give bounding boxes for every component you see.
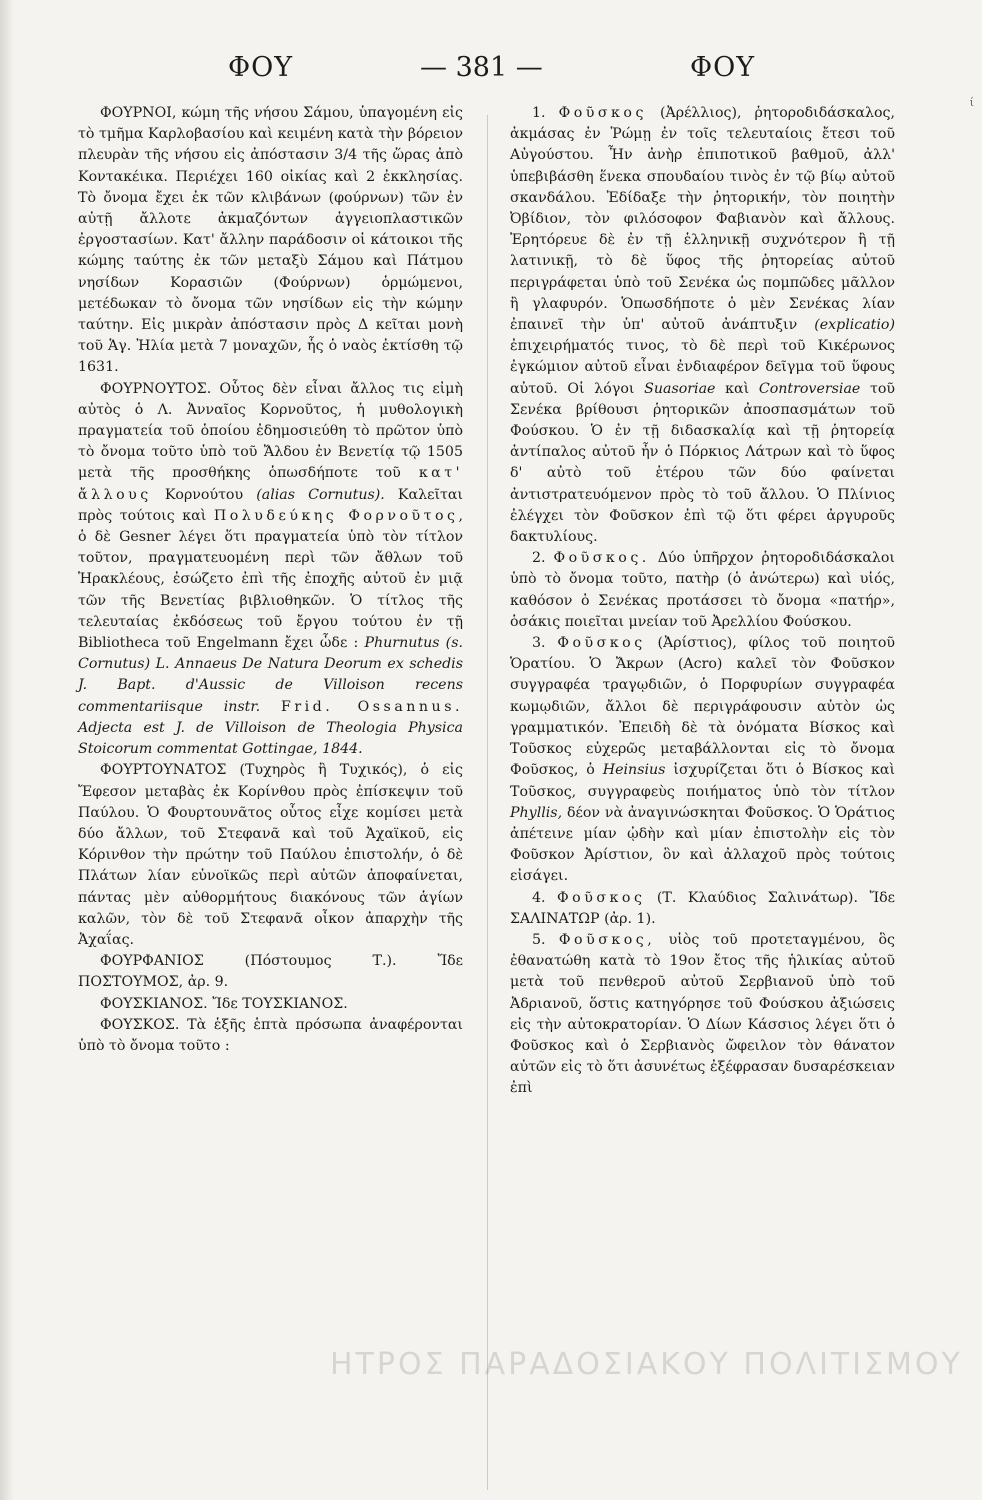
entry-text: δέον νὰ ἀναγινώσκηται Φοῦσκος. Ὁ Ὁράτιος ἀπέτεινε μίαν ᾠδὴν καὶ μίαν ἐπιστολὴν εἰς τὸν Φοῦσκον Ἀρίστιον, ὃν καὶ ἀλλαχοῦ πρὸς τούτοις εἰσάγει. xyxy=(510,804,895,885)
left-column xyxy=(78,103,463,1057)
entry-text: υἱὸς τοῦ προτεταγμένου, ὃς ἐθανατώθη κατὰ τὸ 19ον ἔτος τῆς ἡλικίας αὐτοῦ μετὰ τοῦ πενθεροῦ αὐτοῦ Σερβιανοῦ ὑπὸ τοῦ Ἀδριανοῦ, ὅστις κατηγόρησε τοῦ Φούσκου ἀξιώσεις εἰς τὴν αὐτοκρατορίαν. Ὁ Δίων Κάσσιος λέγει ὅτι ὁ Φοῦσκος καὶ ὁ Σερβιανὸς ὤφειλον τὸν θάνατον αὐτῶν εἰς τὸ ὅτι ἀσυνέτως ἐξέφρασαν δυσαρέσκειαν ἐπὶ xyxy=(510,931,895,1097)
italic-text: Controversiae xyxy=(758,380,861,397)
fouskos-entry-1 xyxy=(510,103,895,548)
page-edge xyxy=(0,0,14,1500)
entry-number: 2. xyxy=(532,550,546,567)
entry-number: 3. xyxy=(532,635,546,652)
entry-fournoutos xyxy=(78,379,463,761)
italic-text: Heinsius xyxy=(602,762,666,779)
page-number: — 381 — xyxy=(420,52,543,83)
spaced-text: κατ' ἄλλους xyxy=(78,465,464,503)
header-right-guide: ΦΟΥ xyxy=(690,52,756,83)
column-divider xyxy=(487,115,488,1490)
entry-fouskos: ΦΟΥΣΚΟΣ. Τὰ ἑξῆς ἑπτὰ πρόσωπα ἀναφέρονται ὑπὸ τὸ ὄνομα τοῦτο : xyxy=(78,1016,463,1054)
entry-text: Καλεῖται πρὸς τούτοις καὶ xyxy=(78,486,463,524)
entry-text: , ὁ δὲ Gesner λέγει ὅτι πραγματεία ὑπὸ τὸν τίτλον τοῦτον, πραγματευομένη περὶ τῶν ἄθλων τοῦ Ἡρακλέους, ἐσώζετο ἐπὶ τῆς ἐποχῆς αὐτοῦ ἐν μιᾷ τῶν τῆς Βενετίας βιβλιοθηκῶν. Ὁ τίτλος τῆς τελευταίας ἐκδόσεως τοῦ ἔργου τούτου ἐν τῇ Bibliotheca τοῦ Engelmann ἔχει ὧδε : xyxy=(78,507,464,652)
entry-text: Κορνούτου xyxy=(164,486,244,503)
entry-number: 5. xyxy=(532,931,546,948)
entry-fouskianos: ΦΟΥΣΚΙΑΝΟΣ. Ἴδε ΤΟΥΣΚΙΑΝΟΣ. xyxy=(100,995,348,1012)
entry-text: (Ἀρέλλιος), ῥητοροδιδάσκαλος, ἀκμάσας ἐν Ῥώμῃ ἐν τοῖς τελευταίοις ἔτεσι τοῦ Αὐγούστου. Ἦν ἀνὴρ ἐπιποτικοῦ βαθμοῦ, ἀλλ' ὑπεβιβάσθη ἕνεκα σπουδαίου τινὸς ἐν τῷ βίῳ αὐτοῦ σκανδάλου. Ἐδίδαξε τὴν ῥητορικήν, τὸν ποιητὴν Ὀβίδιον, τὸν φιλόσοφον Φαβιανὸν καὶ ἄλλους. Ἐρητόρευε δὲ ἐν τῇ ἑλληνικῇ συχνότερον ἢ τῇ λατινικῇ, τὸ δὲ ὕφος τῆς ῥητορείας αὐτοῦ περιγράφεται ὑπὸ τοῦ Σενέκα ὡς πομπῶδες μᾶλλον ἢ γλαφυρόν. Ὁπωσδήποτε ὁ μὲν Σενέκας λίαν ἐπαινεῖ τὴν ὑπ' αὐτοῦ ἀνάπτυξιν xyxy=(510,105,895,334)
fouskos-entry-5 xyxy=(510,930,895,1100)
header-left-guide: ΦΟΥ xyxy=(228,52,294,83)
running-header xyxy=(0,52,982,102)
italic-text: (alias Cornutus). xyxy=(256,486,385,503)
entry-fournoi: ΦΟΥΡΝΟΙ, κώμη τῆς νήσου Σάμου, ὑπαγομένη εἰς τὸ τμῆμα Καρλοβασίου καὶ κειμένη κατὰ τὴν βόρειον πλευρὰν τῆς νήσου εἰς ἀπόστασιν 3/4 τῆς ὥρας ἀπὸ Κοντακέικα. Περιέχει 160 οἰκίας καὶ 2 ἐκκλησίας. Τὸ ὄνομα ἔχει ἐκ τῶν κλιβάνων (φούρνων) τῶν ἐν αὐτῇ ἄλλοτε ἀκμαζόντων ἀγγειοπλαστικῶν ἐργοστασίων. Κατ' ἄλλην παράδοσιν οἱ κάτοικοι τῆς κώμης ταύτης ἐκ τῶν μεταξὺ Σάμου καὶ Πάτμου νησίδων Κορασιῶν (Φούρνων) ὁρμώμενοι, μετέδωκαν τὸ ὄνομα τῶν νησίδων εἰς τὴν κώμην ταύτην. Εἰς μικρὰν ἀπόστασιν πρὸς Δ κεῖται μονὴ τοῦ Ἁγ. Ἠλία μετὰ 7 μοναχῶν, ἧς ὁ ναὸς ἐκτίσθη τῷ 1631. xyxy=(78,105,463,376)
entry-text: ἐπιχειρήματός τινος, τὸ δὲ περὶ τοῦ Κικέρωνος ἐγκώμιον αὐτοῦ εἶναι ἐνδιαφέρον δεῖγμα τοῦ ὕφους αὐτοῦ. Οἱ λόγοι xyxy=(510,338,895,397)
margin-mark: ί xyxy=(969,96,974,109)
entry-text: (Ἀρίστιος), φίλος τοῦ ποιητοῦ Ὁρατίου. Ὁ Ἄκρων (Acro) καλεῖ τὸν Φοῦσκον συγγραφέα τραγῳδιῶν, ὁ Πορφυρίων συγγραφέα κωμῳδιῶν, ἄλλοι δὲ περιγράφουσιν αὐτὸν ὡς γραμματικόν. Ἐπειδὴ δὲ τὰ ὀνόματα Βίσκος καὶ Τοῦσκος εὐχερῶς μεταβάλλονται εἰς τὸ ὄνομα Φοῦσκος, ὁ xyxy=(510,635,896,779)
entry-name: Φοῦσκος. xyxy=(553,550,650,567)
fouskos-entry-2 xyxy=(510,548,895,633)
entry-number: 4. xyxy=(532,889,546,906)
entry-name: Φοῦσκος xyxy=(557,889,646,906)
italic-text: Phurnutus (s. Cornutus) L. Annaeus De Natura Deorum ex schedis J. Bapt. d'Aussic de Villoison recens commentariisque instr. xyxy=(78,635,463,715)
entry-name: Φοῦσκος xyxy=(558,105,647,121)
entry-fourfanios: ΦΟΥΡΦΑΝΙΟΣ (Πόστουμος Τ.). Ἴδε ΠΟΣΤΟΥΜΟΣ, ἀρ. 9. xyxy=(78,953,463,991)
entry-number: 1. xyxy=(532,105,546,121)
watermark: ΗΤΡΟΣ ΠΑΡΑΔΟΣΙΑΚΟΥ ΠΟΛΙΤΙΣΜΟΥ xyxy=(330,1347,963,1382)
entry-name: Φοῦσκος xyxy=(557,635,646,652)
italic-text: Phyllis, xyxy=(510,804,563,821)
italic-text: Adjecta est J. de Villoison de Theologia Physica Stoicorum commentat Gottingae, 1844. xyxy=(78,719,463,758)
entry-text: ἰσχυρίζεται ὅτι ὁ Βίσκος καὶ Τοῦσκος, συγγραφεὺς ποιήματος ὑπὸ τὸν τίτλον xyxy=(510,762,896,800)
italic-text: (explicatio) xyxy=(814,317,895,334)
entry-text: τοῦ Σενέκα βρίθουσι ῥητορικῶν ἀποσπασμάτων τοῦ Φούσκου. Ὁ ἐν τῇ διδασκαλίᾳ καὶ τῇ ῥητορείᾳ ἀντίπαλος αὐτοῦ ἦν ὁ Πόρκιος Λάτρων καὶ τὸ ὕφος δ' αὐτὸ τοῦ ἑτέρου τῶν δύο φαίνεται ἀντιστρατευόμενον πρὸς τὸ τοῦ ἄλλου. Ὁ Πλίνιος ἐλέγχει τὸν Φοῦσκον ἐπὶ τῷ ὅτι φέρει ἀργυροῦς δακτυλίους. xyxy=(510,380,896,546)
spaced-text: Frid. Ossannus. xyxy=(281,698,463,715)
entry-text: (Τ. Κλαύδιος Σαλινάτωρ). Ἴδε ΣΑΛΙΝΑΤΩΡ (ἀρ. 1). xyxy=(510,889,895,927)
fouskos-entry-3 xyxy=(510,633,895,887)
entry-fourtounatos: ΦΟΥΡΤΟΥΝΑΤΟΣ (Τυχηρὸς ἢ Τυχικός), ὁ εἰς Ἔφεσον μεταβὰς ἐκ Κορίνθου πρὸς ἐπίσκεψιν τοῦ Παύλου. Ὁ Φουρτουνᾶτος οὗτος εἶχε κομίσει μετὰ δύο ἄλλων, τοῦ Στεφανᾶ καὶ τοῦ Ἀχαϊκοῦ, εἰς Κόρινθον τὴν πρώτην τοῦ Παύλου ἐπιστολήν, ὁ δὲ Πλάτων λίαν εὐνοϊκῶς περὶ αὐτῶν ἀποφαίνεται, πάντας μὲν αὐθορμήτους διακόνους τῶν ἁγίων καλῶν, τὸν δὲ τοῦ Στεφανᾶ οἶκον ἀπαρχὴν τῆς Ἀχαΐας. xyxy=(78,762,463,948)
entry-name: Φοῦσκος, xyxy=(558,931,656,948)
entry-text: καὶ xyxy=(725,380,750,397)
italic-text: Suasoriae xyxy=(644,380,716,397)
entry-text: Δύο ὑπῆρχον ῥητοροδιδάσκαλοι ὑπὸ τὸ ὄνομα τοῦτο, πατὴρ (ὁ ἀνώτερω) καὶ υἱός, καθόσον ὁ Σενέκας προτάσσει τὸ ὄνομα «πατήρ», ὁσάκις ποιεῖται μνείαν τοῦ Ἀρελλίου Φούσκου. xyxy=(510,550,895,630)
entry-text: ΦΟΥΡΝΟΥΤΟΣ. Οὗτος δὲν εἶναι ἄλλος τις εἰμὴ αὐτὸς ὁ Λ. Ἀνναῖος Κορνοῦτος, ἡ μυθολογικὴ πραγματεία τοῦ ὁποίου ἐδημοσιεύθη τὸ πρῶτον ὑπὸ τὸ ὄνομα τοῦτο ὑπὸ τοῦ Ἄλδου ἐν Βενετίᾳ τῷ 1505 μετὰ τῆς προσθήκης ὁπωσδήποτε τοῦ xyxy=(78,380,463,482)
fouskos-entry-4 xyxy=(510,888,895,930)
spaced-text: Πολυδεύκης Φορνοῦτος xyxy=(213,507,459,524)
right-column xyxy=(510,103,895,1100)
